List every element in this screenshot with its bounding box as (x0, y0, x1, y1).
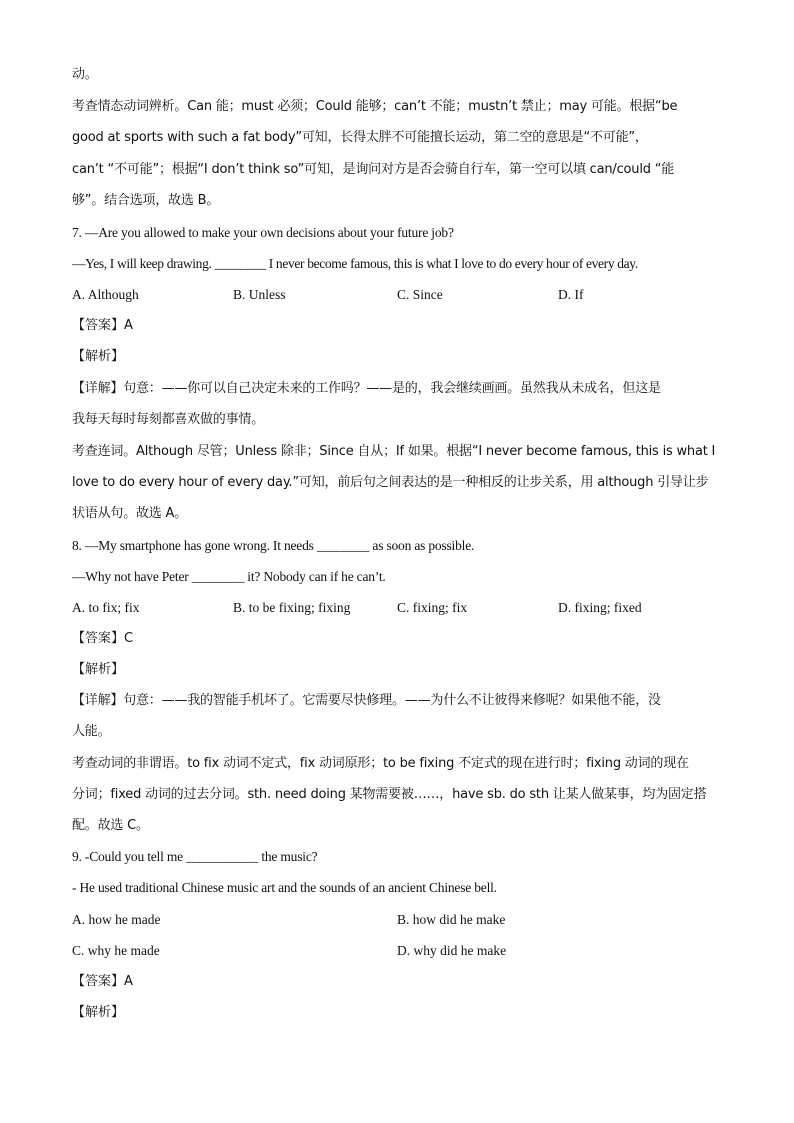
text-line: 动。 (72, 67, 98, 82)
question-8-analysis-heading: 【解析】 (72, 662, 125, 677)
question-8-option-a: A. to fix; fix (72, 600, 140, 615)
question-9-option-b: B. how did he make (397, 912, 506, 927)
question-8-detail: 考查动词的非谓语。to fix 动词不定式，fix 动词原形；to be fixing 不定式的现在进行时；fixing 动词的现在 (72, 756, 689, 771)
question-8-detail: 分词；fixed 动词的过去分词。sth. need doing 某物需要被……，have sb. do sth 让某人做某事，均为固定搭 (72, 787, 707, 802)
question-8-option-d: D. fixing; fixed (558, 600, 642, 615)
text-line: 考查情态动词辨析。Can 能；must 必须；Could 能够；can’t 不能；mustn’t 禁止；may 可能。根据“be (72, 99, 678, 114)
question-7-detail: 考查连词。Although 尽管；Unless 除非；Since 自从；If 如果。根据“I never become famous, this is what I (72, 444, 716, 459)
question-9-analysis-heading: 【解析】 (72, 1005, 125, 1020)
question-7-stem: 7. —Are you allowed to make your own decisions about your future job? (72, 225, 454, 240)
question-9-dialogue: - He used traditional Chinese music art and the sounds of an ancient Chinese bell. (72, 880, 497, 895)
question-9-option-c: C. why he made (72, 943, 160, 958)
question-7-dialogue: —Yes, I will keep drawing. ________ I never become famous, this is what I love to do every hour of every day. (72, 256, 638, 271)
question-8-option-c: C. fixing; fix (397, 600, 468, 615)
question-8-detail: 配。故选 C。 (72, 818, 149, 833)
question-8-dialogue: —Why not have Peter ________ it? Nobody can if he can’t. (72, 569, 386, 584)
question-7-answer: 【答案】A (72, 318, 133, 333)
question-8-detail: 【详解】句意：——我的智能手机坏了。它需要尽快修理。——为什么不让彼得来修呢？如果他不能，没 (72, 693, 661, 708)
question-8-stem: 8. —My smartphone has gone wrong. It needs ________ as soon as possible. (72, 538, 475, 553)
question-7-option-d: D. If (558, 287, 584, 302)
question-7-detail: 【详解】句意：——你可以自己决定未来的工作吗？——是的，我会继续画画。虽然我从未成名，但这是 (72, 381, 661, 396)
question-7-option-b: B. Unless (233, 287, 286, 302)
question-9-option-a: A. how he made (72, 912, 161, 927)
question-7-detail: 我每天每时每刻都喜欢做的事情。 (72, 412, 265, 427)
question-9-stem: 9. -Could you tell me ___________ the music? (72, 849, 318, 864)
text-line: 够”。结合选项，故选 B。 (72, 193, 220, 208)
text-line: can’t “不可能”；根据“I don’t think so”可知，是询问对方是否会骑自行车，第一空可以填 can/could “能 (72, 162, 675, 177)
question-7-option-a: A. Although (72, 287, 139, 302)
question-8-detail: 人能。 (72, 724, 111, 739)
question-7-detail: love to do every hour of every day.”可知，前后句之间表达的是一种相反的让步关系，用 although 引导让步 (72, 475, 709, 490)
question-8-option-b: B. to be fixing; fixing (233, 600, 351, 615)
question-7-analysis-heading: 【解析】 (72, 349, 125, 364)
question-8-answer: 【答案】C (72, 631, 134, 646)
question-7-option-c: C. Since (397, 287, 443, 302)
question-9-answer: 【答案】A (72, 974, 133, 989)
text-line: good at sports with such a fat body”可知，长得太胖不可能擅长运动，第二空的意思是“不可能”， (72, 130, 648, 145)
question-7-detail: 状语从句。故选 A。 (72, 506, 188, 521)
question-9-option-d: D. why did he make (397, 943, 507, 958)
